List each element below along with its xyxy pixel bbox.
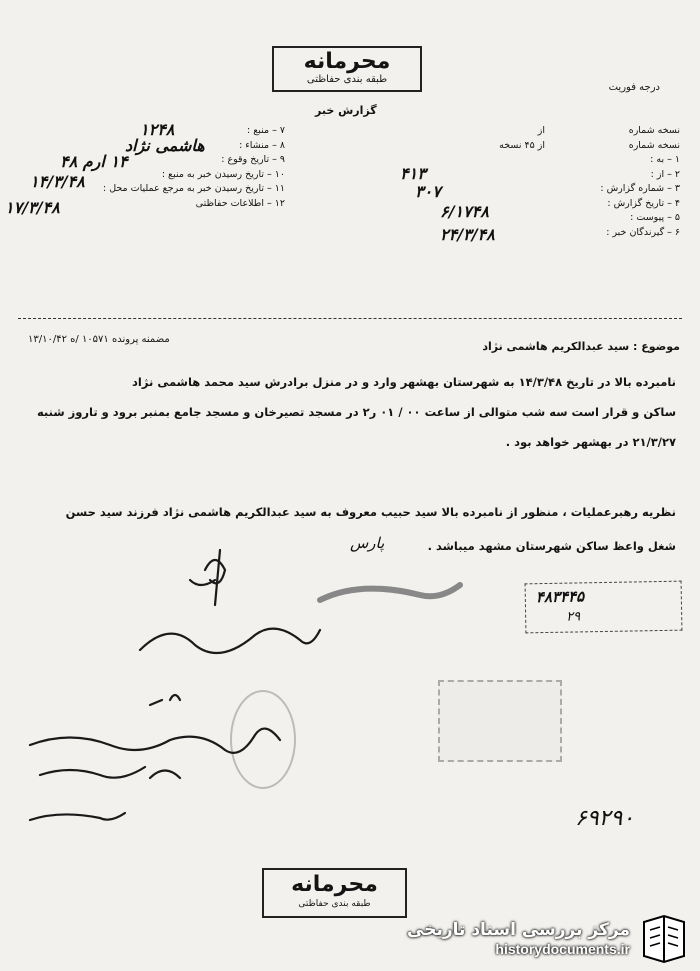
handwritten-signature-word: پارس	[350, 534, 385, 552]
archive-reference: مضمنه پرونده ۱۰۵۷۱ /ه ۱۳/۱۰/۴۲	[28, 334, 170, 345]
paragraph-1-line-2: ساکن و قرار است سه شب متوالی از ساعت ۰۰ / ۰۱ ر۲ در مسجد تصیرخان و مسجد جامع بمنبر برود و تاروز شنبه	[36, 405, 676, 419]
handwritten-to-value: ۴۱۳	[400, 164, 426, 183]
report-title: گزارش خبر	[315, 104, 377, 117]
handwritten-news-source-date-value: ۱۴/۳/۴۸	[30, 172, 85, 191]
field-attachment: ۵ – پیوست :	[630, 212, 680, 223]
handwritten-origin-value: هاشمی نژاد	[125, 136, 205, 155]
classification-stamp-bottom	[262, 868, 407, 918]
classification-stamp-top	[272, 46, 422, 92]
copy-values	[485, 124, 545, 153]
watermark-url: historydocuments.ir	[495, 941, 630, 957]
field-news-to-ops-date: ۱۱ – تاریخ رسیدن خبر به مرجع عملیات محل :	[102, 183, 285, 194]
classification-label-bottom: محرمانه	[291, 872, 378, 897]
separator-line	[18, 318, 682, 319]
subject-line: موضوع : سید عبدالکریم هاشمی نژاد	[482, 340, 680, 353]
report-paragraph-1	[36, 372, 676, 462]
field-source: ۷ – منبع :	[247, 125, 285, 136]
field-copy-number-1: نسخه شماره	[628, 125, 680, 136]
classification-sublabel: طبقه بندی حفاظتی	[306, 74, 388, 85]
paragraph-1-line-3: ۲۱/۳/۲۷ در بهشهر خواهد بود .	[505, 435, 676, 449]
field-recipients: ۶ – گیرندگان خبر :	[606, 226, 680, 238]
field-origin: ۸ – منشاء :	[239, 139, 285, 151]
archive-watermark	[407, 920, 630, 958]
paragraph-2-line-2: شغل واعظ ساکن شهرستان مشهد میباشد .	[427, 539, 676, 553]
urgency-label: درجه فوریت	[608, 82, 660, 93]
handwritten-report-number-value: ۶/۱۷۴۸	[440, 202, 489, 221]
classification-label: محرمانه	[303, 49, 391, 74]
field-from: ۲ – از :	[650, 168, 680, 180]
field-event-date: ۹ – تاریخ وقوع :	[221, 154, 285, 165]
field-report-number: ۳ – شماره گزارش :	[600, 183, 680, 194]
paragraph-1-line-1: نامبرده بالا در تاریخ ۱۴/۳/۴۸ به شهرستان بهشهر وارد و در منزل برادرش سید محمد هاشمی نژاد	[132, 375, 676, 389]
handwritten-event-date-value: ۱۴ ارم ۴۸	[60, 152, 128, 171]
field-copy-number-2: نسخه شماره	[628, 139, 680, 151]
paragraph-2-line-1: نظریه رهبرعملیات ، منظور از نامبرده بالا سید حبیب معروف به سید عبدالکریم هاشمی نژاد فرزند سید حسن	[65, 505, 676, 519]
field-security-info: ۱۲ – اطلاعات حفاظتی	[195, 197, 285, 209]
registration-number: ۴۸۳۴۴۵	[535, 587, 585, 607]
classification-sublabel-bottom: طبقه بندی حفاظتی	[298, 899, 371, 909]
handwritten-from-value: ۳۰۷	[415, 182, 441, 201]
registration-number-2: ۲۹	[566, 609, 581, 625]
field-report-date: ۴ – تاریخ گزارش :	[607, 197, 680, 209]
archive-logo-icon	[638, 912, 690, 964]
field-to: ۱ – به :	[650, 154, 680, 165]
field-news-to-source-date: ۱۰ – تاریخ رسیدن خبر به منبع :	[161, 168, 285, 180]
copy-1-of: از	[537, 125, 545, 136]
copy-2-of: از ۴۵ نسخه	[499, 139, 545, 151]
handwritten-document-number: ۶۹۲۹۰	[575, 806, 635, 831]
handwritten-source-value: ۱۲۴۸	[140, 120, 175, 139]
handwritten-report-date-value: ۲۴/۳/۴۸	[440, 225, 495, 244]
handwritten-news-ops-date-value: ۱۷/۳/۴۸	[5, 198, 60, 217]
watermark-persian: مرکز بررسی اسناد تاریخی	[407, 920, 630, 940]
